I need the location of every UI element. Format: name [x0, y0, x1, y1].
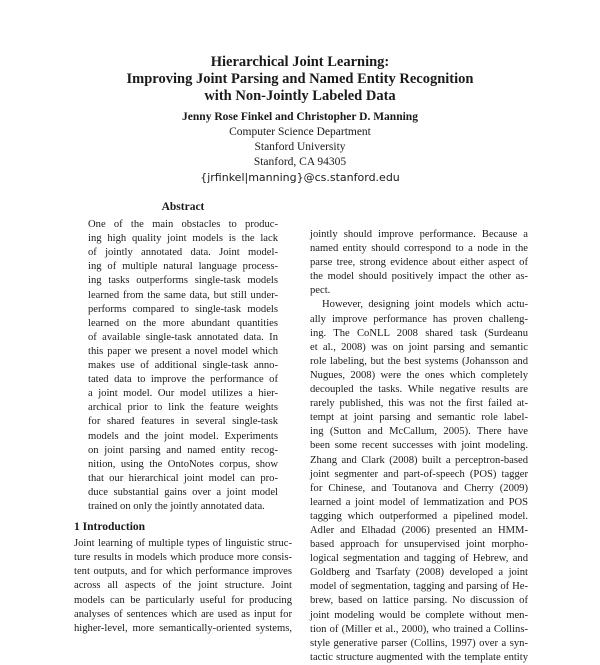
text-line: learned a joint model of lemmatization and POS: [310, 496, 528, 508]
text-line: named entity should correspond to a node in the: [310, 243, 528, 255]
text-line: makes use of additional single-task anno-: [88, 360, 278, 372]
paper-title: [60, 54, 540, 105]
author-names: Jenny Rose Finkel and Christopher D. Manning: [182, 111, 418, 123]
text-line: logical segmentation and tagging of Hebrew, and: [310, 553, 528, 565]
text-line: for shared features in several single-task: [88, 416, 278, 428]
text-line: joint segmenter and part-of-speech (POS) tagger: [310, 468, 528, 480]
text-line: Joint learning of multiple types of linguistic struc-: [74, 538, 292, 550]
text-line: ture results in models which produce more consis-: [74, 552, 292, 564]
title-line-1: Hierarchical Joint Learning:: [210, 54, 390, 70]
text-line: style generative parser (Collins, 1997) over a syn-: [310, 637, 528, 649]
text-line: learned from the same data, but still under-: [88, 289, 278, 301]
text-line: ing tasks outperforms single-task models: [88, 275, 278, 287]
text-line: models can be particularly useful for producing: [74, 594, 292, 606]
text-line: archical prior to link the feature weights: [88, 402, 278, 414]
text-line: for Chinese, and Toutanova and Cherry (2009): [310, 482, 528, 494]
text-line: higher-level, more semantically-oriented systems,: [74, 622, 292, 634]
text-line: brew, based on lattice parsing. No discussion of: [310, 595, 528, 607]
text-line: a joint model. Our model utilizes a hier-: [88, 388, 278, 400]
text-line: role labeling, but the best systems (Johansson and: [310, 355, 528, 367]
section-heading-introduction: 1 Introduction: [74, 521, 146, 534]
text-line: learned on the more abundant quantities: [88, 317, 278, 329]
abstract-body: [74, 218, 292, 514]
text-line: tated data to improve the performance of: [88, 374, 278, 386]
text-line: Nugues, 2008) were the ones which completely: [310, 369, 528, 381]
text-line: that our hierarchical joint model can pro-: [88, 472, 278, 484]
text-line: been some recent successes with joint modeling.: [310, 440, 528, 452]
text-line: the model should positively impact the other as-: [310, 271, 528, 283]
text-line: performs compared to single-task models: [88, 303, 278, 315]
text-line: analyses of sentences which are used as input for: [74, 608, 292, 620]
right-paragraph-2: [310, 298, 528, 664]
text-line: ing of multiple natural language process-: [88, 261, 278, 273]
text-line: Adler and Elhadad (2006) presented an HMM-: [310, 524, 528, 536]
author-email: {jrfinkel|manning}@cs.stanford.edu: [200, 171, 400, 184]
text-line: ally improve performance has proven challeng-: [310, 313, 528, 325]
text-line: Zhang and Clark (2008) built a perceptron-based: [310, 454, 528, 466]
text-line: nition, using the OntoNotes corpus, show: [88, 458, 278, 470]
text-line: However, designing joint models which actu-: [322, 299, 528, 311]
text-line: ing (Sutton and McCallum, 2005). There have: [310, 426, 528, 438]
right-paragraph-1: [310, 228, 528, 298]
text-line: duce substantial gains over a joint model: [88, 486, 278, 498]
abstract-heading: Abstract: [161, 201, 205, 213]
text-line: across all aspects of the joint structure. Joint: [74, 580, 292, 592]
text-line: of jointly annotated data. Joint model-: [88, 247, 278, 259]
affiliation-line-2: Stanford University: [254, 141, 346, 153]
text-line: tent outputs, and for which performance improves: [74, 566, 292, 578]
text-line: tactic structure augmented with the template entity: [310, 651, 528, 663]
text-line: tempt at joint parsing and semantic role label-: [310, 412, 528, 424]
text-line: rarely published, this was not the first failed at-: [310, 398, 528, 410]
text-line: decoupled the tasks. While negative results are: [310, 384, 528, 396]
text-line: tion of (Miller et al., 2000), who trained a Collins-: [310, 623, 528, 635]
text-line: One of the main obstacles to produc-: [88, 219, 278, 231]
author-block: [60, 110, 540, 185]
text-line: of available single-task annotated data. In: [88, 331, 278, 343]
text-line: ing high quality joint models is the lack: [88, 233, 278, 245]
affiliation-line-3: Stanford, CA 94305: [253, 156, 347, 168]
text-line: parse tree, strong evidence about either aspect of: [310, 257, 528, 269]
text-line: et al., 2008) was on joint parsing and semantic: [310, 341, 528, 353]
text-line: Goldberg and Tsarfaty (2008) developed a joint: [310, 567, 528, 579]
text-line: this paper we present a novel model which: [88, 345, 278, 357]
text-line: on joint parsing and named entity recog-: [88, 444, 278, 456]
text-line: tagging which outperformed a pipelined model.: [310, 510, 528, 522]
text-line: ing. The CoNLL 2008 shared task (Surdeanu: [310, 327, 528, 339]
right-column: [310, 228, 528, 665]
text-line: pect.: [310, 285, 331, 297]
affiliation-line-1: Computer Science Department: [229, 126, 371, 138]
intro-paragraph: [74, 537, 292, 636]
text-line: models and the joint model. Experiments: [88, 430, 278, 442]
title-line-2: Improving Joint Parsing and Named Entity Recognition: [126, 71, 474, 87]
text-line: model of segmentation, tagging and parsing of He-: [310, 581, 528, 593]
text-line: joint modeling would be complete without men-: [310, 609, 528, 621]
text-line: trained on only the jointly annotated data.: [88, 500, 265, 512]
text-line: jointly should improve performance. Because a: [310, 229, 528, 240]
left-column: [74, 200, 292, 636]
title-line-3: with Non-Jointly Labeled Data: [204, 88, 396, 104]
text-line: based approach for unsupervised joint morpho-: [310, 539, 528, 551]
